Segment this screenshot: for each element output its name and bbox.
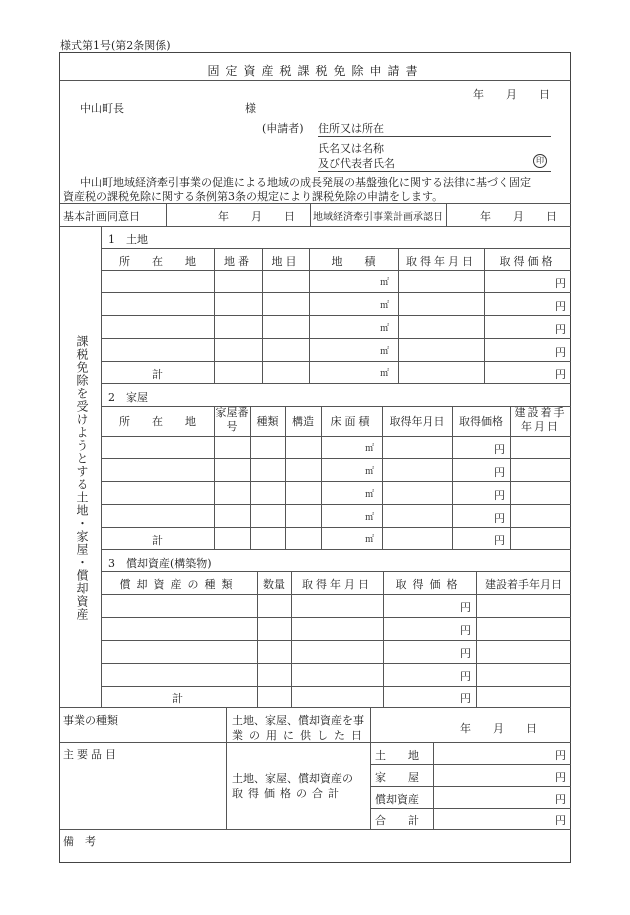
- recipient: 中山町長: [80, 102, 124, 115]
- basic-plan-date[interactable]: 年 月 日: [218, 210, 295, 223]
- bldg-total-label: 計: [152, 534, 163, 547]
- land-price-unit-2: 円: [555, 300, 566, 313]
- land-col-acq-price: 取得価格: [499, 255, 556, 268]
- address-field[interactable]: [318, 120, 551, 137]
- bldg-col-structure: 構造: [292, 415, 314, 428]
- statement-line-2: 資産税の課税免除に関する条例第3条の規定により課税免除の申請をします。: [63, 190, 444, 203]
- dep-col-acq-date: 取得年月日: [302, 578, 372, 591]
- land-price-unit-4: 円: [555, 346, 566, 359]
- basic-plan-label: 基本計画同意日: [63, 210, 140, 223]
- bldg-price-unit-4: 円: [494, 512, 505, 525]
- main-items-label: 主要品目: [63, 748, 119, 761]
- bldg-col-floor-area: 床面積: [330, 415, 373, 428]
- sum-label-2: 取得価格の合計: [232, 787, 344, 800]
- bldg-price-total-unit: 円: [494, 534, 505, 547]
- dep-price-unit-3: 円: [460, 647, 471, 660]
- land-total-label: 計: [152, 368, 163, 381]
- land-price-unit-3: 円: [555, 323, 566, 336]
- bldg-col-type: 種類: [256, 415, 279, 428]
- dep-col-type: 償却資産の種類: [119, 578, 239, 591]
- bldg-price-unit-3: 円: [494, 489, 505, 502]
- bldg-area-total-unit: ㎡: [365, 535, 375, 545]
- bldg-area-unit-3: ㎡: [365, 490, 375, 500]
- sum-depreciable-unit: 円: [555, 793, 566, 806]
- land-area-unit-4: ㎡: [380, 347, 390, 357]
- bldg-col-location: 所 在 地: [119, 415, 196, 428]
- left-vertical-label: 課税免除を受けようとする土地・家屋・償却資産: [75, 335, 89, 621]
- sum-building-unit: 円: [555, 771, 566, 784]
- land-col-acq-date: 取得年月日: [406, 255, 476, 268]
- land-heading: 1 土地: [108, 233, 148, 246]
- business-use-label-2: 業の用に供した日: [232, 729, 368, 742]
- seal-icon: 印: [533, 154, 547, 168]
- sum-item-land: 土 地: [375, 749, 419, 762]
- address-label: 住所又は所在: [318, 122, 384, 135]
- land-col-location: 所 在 地: [119, 255, 196, 268]
- name-label-2: 及び代表者氏名: [318, 157, 395, 170]
- bldg-area-unit-2: ㎡: [365, 467, 375, 477]
- dep-col-acq-price: 取得価格: [395, 578, 464, 591]
- depreciable-heading: 3 償却資産(構築物): [108, 557, 212, 570]
- business-plan-date[interactable]: 年 月 日: [480, 210, 557, 223]
- name-label-1: 氏名又は名称: [318, 142, 384, 155]
- bldg-col-number: 家屋番号: [215, 406, 249, 433]
- sum-land-unit: 円: [555, 749, 566, 762]
- dep-total-label: 計: [172, 692, 183, 705]
- business-type-label: 事業の種類: [63, 714, 118, 727]
- business-use-date[interactable]: 年 月 日: [460, 722, 537, 735]
- form-number: 様式第1号(第2条関係): [60, 39, 171, 52]
- dep-col-construction-start: 建設着手年月日: [485, 578, 562, 591]
- sum-item-depreciable: 償却資産: [375, 793, 419, 806]
- land-col-lot-no: 地番: [224, 255, 252, 268]
- statement-line-1: 中山町地域経済牽引事業の促進による地域の成長発展の基盤強化に関する法律に基づく固定: [80, 176, 531, 189]
- land-price-total-unit: 円: [555, 368, 566, 381]
- bldg-area-unit-1: ㎡: [365, 444, 375, 454]
- dep-price-unit-4: 円: [460, 670, 471, 683]
- land-area-total-unit: ㎡: [380, 369, 390, 379]
- application-date: 年 月 日: [473, 88, 550, 101]
- bldg-col-construction-start: 建設着手年月日: [514, 406, 567, 433]
- sum-label-1: 土地、家屋、償却資産の: [232, 772, 353, 785]
- business-plan-label: 地域経済牽引事業計画承認日: [313, 212, 443, 223]
- land-price-unit-1: 円: [555, 277, 566, 290]
- dep-col-quantity: 数量: [263, 578, 285, 591]
- bldg-price-unit-2: 円: [494, 466, 505, 479]
- business-use-label-1: 土地、家屋、償却資産を事: [232, 714, 364, 727]
- dep-price-total-unit: 円: [460, 692, 471, 705]
- land-area-unit-1: ㎡: [380, 278, 390, 288]
- name-field[interactable]: [318, 155, 551, 172]
- land-area-unit-2: ㎡: [380, 301, 390, 311]
- bldg-area-unit-4: ㎡: [365, 513, 375, 523]
- sum-total-unit: 円: [555, 814, 566, 827]
- land-col-category: 地目: [271, 255, 300, 268]
- bldg-col-acq-price: 取得価格: [459, 415, 503, 428]
- land-area-unit-3: ㎡: [380, 324, 390, 334]
- bldg-price-unit-1: 円: [494, 443, 505, 456]
- applicant-label: (申請者): [262, 122, 304, 135]
- dep-price-unit-1: 円: [460, 601, 471, 614]
- building-heading: 2 家屋: [108, 391, 148, 404]
- sum-item-total: 合 計: [375, 814, 419, 827]
- remarks-label: 備 考: [63, 835, 96, 848]
- honorific: 様: [245, 102, 256, 115]
- land-col-area: 地 積: [331, 255, 376, 268]
- seal-mark: [533, 153, 547, 168]
- dep-price-unit-2: 円: [460, 624, 471, 637]
- sum-item-building: 家 屋: [375, 771, 419, 784]
- form-title: 固定資産税課税免除申請書: [207, 64, 424, 78]
- bldg-col-acq-date: 取得年月日: [389, 415, 445, 428]
